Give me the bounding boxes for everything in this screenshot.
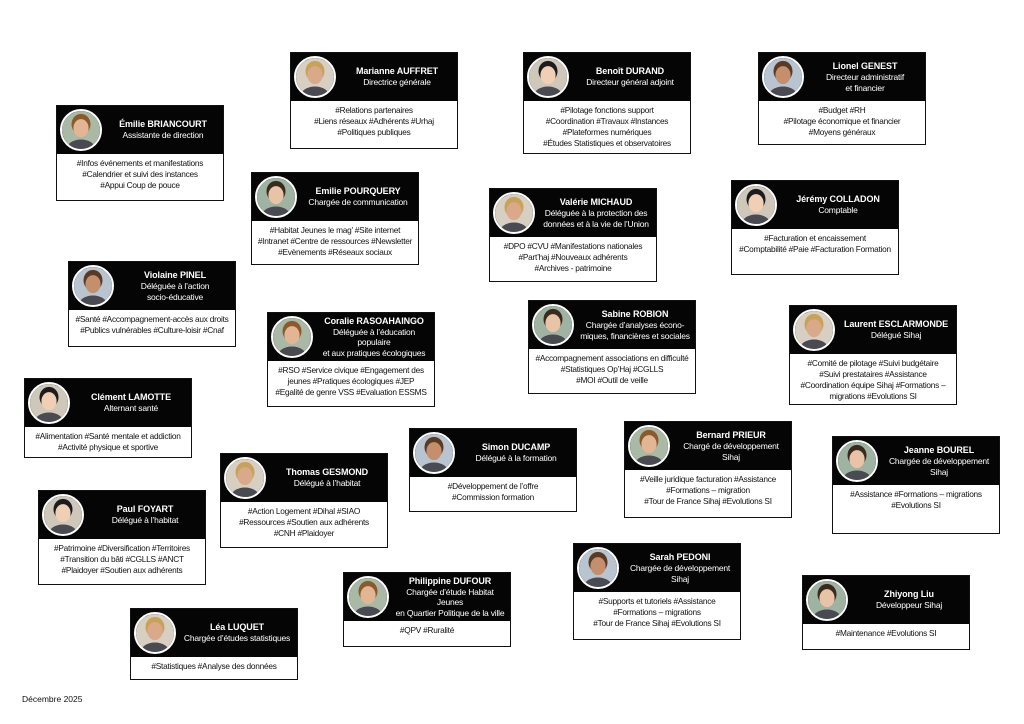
person-role: Directrice générale: [363, 77, 431, 88]
tag-list: [833, 485, 999, 515]
person-role: Chargé de développement Sihaj: [683, 441, 779, 462]
person-name: Sabine ROBION: [601, 309, 669, 319]
tag-list: [732, 229, 898, 259]
card-header: [252, 173, 418, 221]
tag-list: [39, 539, 205, 580]
card-header: [803, 576, 969, 624]
tag-line: #Commission formation: [452, 492, 534, 502]
tag-line: #Politiques publiques: [337, 127, 411, 137]
tag-line: #DPO #CVU #Manifestations nationales: [503, 241, 643, 251]
card-header: [759, 53, 925, 101]
tag-line: #Maintenance #Evolutions SI: [835, 628, 937, 638]
tag-line: #Ressources #Soutien aux adhérents: [239, 517, 369, 527]
user-photo-icon: [28, 382, 70, 424]
tag-line: #Développement de l’offre: [447, 481, 539, 491]
card-header: [131, 609, 297, 657]
person-card-marianne: [290, 52, 458, 149]
tag-list: [574, 592, 740, 633]
person-card-thomas: [220, 453, 388, 548]
person-role: Délégué à l’habitat: [111, 515, 179, 526]
tag-line: jeunes #Pratiques écologiques #JEP: [287, 376, 415, 386]
tag-line: #Evolutions SI: [891, 500, 941, 510]
person-name: Clément LAMOTTE: [90, 392, 171, 403]
card-header: [268, 313, 434, 361]
card-header: [39, 491, 205, 539]
person-name: Jeanne BOUREL: [903, 445, 975, 455]
tag-list: [69, 310, 235, 340]
person-role: Délégué Sihaj: [870, 330, 922, 341]
person-card-bernard: [624, 421, 792, 518]
user-photo-icon: [532, 304, 574, 346]
person-name: Benoît DURAND: [595, 66, 665, 77]
person-role: Chargée d’études statistiques: [183, 633, 291, 644]
user-photo-icon: [413, 432, 455, 474]
tag-line: #Accompagnement associations en difficulté: [535, 353, 689, 363]
person-name: Paul FOYART: [116, 504, 174, 515]
person-card-zhiyong: [802, 575, 970, 650]
tag-line: #Pilotage fonctions support: [560, 105, 654, 115]
tag-line: #Plateformes numériques: [562, 127, 652, 137]
person-name: Laurent ESCLARMONDE: [843, 319, 949, 330]
user-photo-icon: [224, 457, 266, 499]
card-header: [524, 53, 690, 101]
user-photo-icon: [527, 56, 569, 98]
tag-line: #Alimentation #Santé mentale et addiction: [35, 431, 181, 441]
tag-line: #Comptabilité #Paie #Facturation Formation: [739, 244, 891, 254]
person-role: Alternant santé: [103, 403, 159, 414]
person-role: Chargée d’étude Habitat Jeunes en Quartier Politique de la ville: [395, 586, 505, 618]
tag-line: #Veille juridique facturation #Assistance: [640, 474, 776, 484]
person-card-emilie-p: [251, 172, 419, 265]
person-name: Valérie MICHAUD: [559, 197, 633, 207]
person-name: Bernard PRIEUR: [696, 430, 766, 440]
person-role: Comptable: [818, 205, 858, 216]
tag-list: [759, 101, 925, 142]
card-header: [344, 573, 510, 621]
tag-line: #Tour de France Sihaj #Evolutions SI: [593, 618, 721, 628]
person-name: Coralie RASOAHAINGO: [324, 315, 424, 326]
tag-line: #Formations – migrations: [613, 607, 701, 617]
tag-line: #Formations – migration: [666, 485, 750, 495]
card-header: [410, 429, 576, 477]
person-card-jeanne: [832, 436, 1000, 534]
person-card-lionel: [758, 52, 926, 145]
tag-list: [252, 221, 418, 262]
person-role: Directeur administratif et financier: [825, 72, 905, 93]
person-card-jeremy: [731, 180, 899, 275]
tag-line: #Études Statistiques et observatoires: [543, 138, 671, 148]
tag-line: #Comité de pilotage #Suivi budgétaire: [807, 358, 939, 368]
tag-line: #Santé #Accompagnement-accès aux droits: [75, 314, 229, 324]
tag-list: [410, 477, 576, 507]
card-header: [57, 106, 223, 154]
user-photo-icon: [793, 309, 835, 351]
user-photo-icon: [735, 184, 777, 226]
tag-list: [221, 502, 387, 543]
tag-line: #RSO #Service civique #Engagement des: [278, 365, 424, 375]
tag-line: #QPV #Ruralité: [399, 625, 455, 635]
person-name: Marianne AUFFRET: [355, 66, 439, 77]
tag-line: #Pilotage économique et financier: [783, 116, 901, 126]
person-card-sarah: [573, 543, 741, 640]
tag-line: #Statistiques Op’Haj #CGLLS: [560, 364, 664, 374]
card-header: [221, 454, 387, 502]
card-header: [69, 262, 235, 310]
tag-list: [490, 237, 656, 278]
tag-line: #Facturation et encaissement: [764, 233, 866, 243]
person-name: Léa LUQUET: [209, 622, 264, 633]
tag-line: #Budget #RH: [818, 105, 866, 115]
tag-list: [131, 657, 297, 676]
person-name: Zhiyong Liu: [884, 589, 934, 600]
person-role: Développeur Sihaj: [875, 600, 943, 611]
tag-line: #Tour de France Sihaj #Evolutions SI: [644, 496, 772, 506]
tag-line: #CNH #Plaidoyer: [273, 528, 335, 538]
user-photo-icon: [493, 192, 535, 234]
tag-line: #Supports et tutoriels #Assistance: [598, 596, 716, 606]
user-photo-icon: [836, 440, 878, 482]
person-card-paul: [38, 490, 206, 585]
person-role: Chargée de communication: [308, 197, 408, 208]
person-role: Chargée de développement Sihaj: [888, 456, 990, 477]
tag-line: #Plaidoyer #Soutien aux adhérents: [61, 565, 183, 575]
tag-line: #Infos événements et manifestations: [76, 158, 204, 168]
card-header: [529, 301, 695, 349]
tag-line: #Archives - patrimoine: [534, 263, 612, 273]
person-card-sabine: [528, 300, 696, 394]
person-card-valerie: [489, 188, 657, 282]
tag-line: #Moyens généraux: [808, 127, 876, 137]
tag-line: #Patrimoine #Diversification #Territoires: [54, 543, 190, 553]
card-header: [625, 422, 791, 470]
person-role: Délégué à l’habitat: [293, 478, 361, 489]
tag-line: #Coordination #Travaux #Instances: [545, 116, 669, 126]
person-card-clement: [24, 378, 192, 458]
user-photo-icon: [294, 56, 336, 98]
person-card-violaine: [68, 261, 236, 347]
tag-list: [529, 349, 695, 390]
person-role: Chargée d’analyses écono- miques, financières et sociales: [580, 320, 690, 341]
person-name: Sarah PEDONI: [649, 552, 711, 562]
person-name: Emilie POURQUERY: [315, 186, 401, 197]
tag-line: #Liens réseaux #Adhérents #Urhaj: [314, 116, 434, 126]
user-photo-icon: [134, 612, 176, 654]
tag-list: [268, 361, 434, 402]
tag-line: #Habitat Jeunes le mag’ #Site internet: [269, 225, 401, 235]
user-photo-icon: [347, 576, 389, 618]
person-role: Délégué à la formation: [475, 453, 557, 464]
tag-list: [790, 354, 956, 406]
tag-line: #Egalité de genre VSS #Evaluation ESSMS: [275, 387, 427, 397]
card-header: [25, 379, 191, 427]
person-role: Directeur général adjoint: [586, 77, 674, 88]
person-name: Philippine DUFOUR: [408, 575, 492, 586]
tag-list: [803, 624, 969, 643]
tag-line: #Intranet #Centre de ressources #Newsletter: [257, 236, 413, 246]
footer-date: Décembre 2025: [22, 694, 83, 704]
tag-line: #Statistiques #Analyse des données: [151, 661, 277, 671]
user-photo-icon: [577, 547, 619, 589]
user-photo-icon: [806, 579, 848, 621]
user-photo-icon: [271, 316, 313, 358]
card-header: [574, 544, 740, 592]
user-photo-icon: [60, 109, 102, 151]
tag-line: #Action Logement #Dihal #SIAO: [247, 506, 361, 516]
person-name: Simon DUCAMP: [481, 442, 551, 453]
person-card-coralie: [267, 312, 435, 407]
card-header: [833, 437, 999, 485]
user-photo-icon: [42, 494, 84, 536]
person-card-benoit: [523, 52, 691, 154]
user-photo-icon: [628, 425, 670, 467]
card-header: [732, 181, 898, 229]
person-name: Émilie BRIANCOURT: [119, 119, 207, 130]
tag-list: [291, 101, 457, 142]
person-role: Assistante de direction: [122, 130, 204, 141]
person-card-simon: [409, 428, 577, 512]
tag-list: [57, 154, 223, 195]
person-card-laurent: [789, 305, 957, 405]
person-card-emilie-b: [56, 105, 224, 201]
tag-line: migrations #Evolutions SI: [829, 391, 917, 401]
person-role: Déléguée à l’action socio-éducative: [140, 281, 210, 302]
user-photo-icon: [72, 265, 114, 307]
tag-line: #Transition du bâti #CGLLS #ANCT: [60, 554, 184, 564]
person-name: Thomas GESMOND: [285, 467, 369, 478]
person-name: Jérémy COLLADON: [796, 194, 880, 205]
user-photo-icon: [762, 56, 804, 98]
person-role: Déléguée à l’éducation populaire et aux pratiques écologiques: [322, 326, 426, 358]
tag-line: #Suivi prestataires #Assistance: [819, 369, 927, 379]
person-role: Chargée de développement Sihaj: [629, 563, 731, 584]
person-role: Déléguée à la protection des données et à la vie de l’Union: [543, 208, 649, 229]
tag-line: #Relations partenaires: [335, 105, 413, 115]
person-card-lea: [130, 608, 298, 680]
person-name: Violaine PINEL: [144, 270, 206, 280]
person-card-philippine: [343, 572, 511, 647]
tag-line: #Part’haj #Nouveaux adhérents: [518, 252, 628, 262]
tag-list: [25, 427, 191, 457]
person-name: Lionel GENEST: [832, 61, 898, 71]
tag-line: #Coordination équipe Sihaj #Formations –: [800, 380, 946, 390]
tag-line: #Publics vulnérables #Culture-loisir #Cnaf: [80, 325, 224, 335]
card-header: [490, 189, 656, 237]
tag-list: [625, 470, 791, 511]
tag-list: [344, 621, 510, 640]
tag-line: #Evènements #Réseaux sociaux: [278, 247, 392, 257]
card-header: [291, 53, 457, 101]
tag-line: #MOI #Outil de veille: [576, 375, 648, 385]
tag-line: #Activité physique et sportive: [58, 442, 158, 452]
card-header: [790, 306, 956, 354]
tag-list: [524, 101, 690, 153]
tag-line: #Calendrier et suivi des instances: [82, 169, 198, 179]
tag-line: #Appui Coup de pouce: [100, 180, 180, 190]
user-photo-icon: [255, 176, 297, 218]
tag-line: #Assistance #Formations – migrations: [850, 489, 982, 499]
